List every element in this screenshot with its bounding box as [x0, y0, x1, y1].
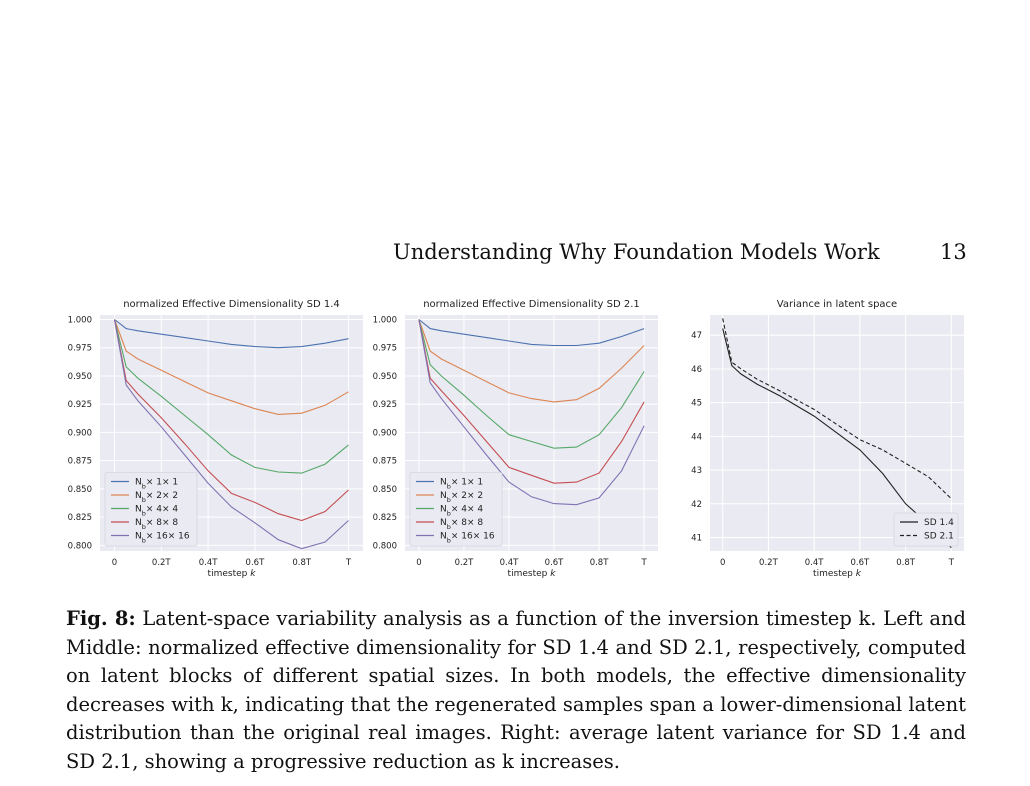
x-axis-label: timestep k — [507, 569, 556, 579]
y-tick-label: 41 — [691, 533, 702, 544]
x-tick-label: 0.6T — [850, 558, 870, 568]
x-tick-label: T — [345, 558, 352, 568]
chart-title: normalized Effective Dimensionality SD 2.1 — [423, 299, 640, 310]
legend-label: $N_b\times 1\times 1$ — [440, 477, 484, 491]
y-tick-label: 0.900 — [67, 428, 92, 439]
y-tick-label: 0.975 — [372, 343, 397, 354]
legend — [894, 513, 958, 546]
legend-label: $N_b\times 4\times 4$ — [440, 504, 484, 518]
y-tick-label: 1.000 — [372, 315, 397, 326]
y-tick-label: 43 — [691, 466, 702, 477]
x-tick-label: 0 — [416, 558, 422, 568]
x-axis-label: timestep k — [207, 569, 256, 579]
y-tick-label: 0.925 — [67, 400, 92, 411]
y-tick-label: 44 — [691, 432, 702, 443]
y-tick-label: 0.850 — [372, 484, 397, 495]
y-tick-label: 1.000 — [67, 315, 92, 326]
x-tick-label: 0.4T — [198, 558, 218, 568]
x-tick-label: 0.6T — [544, 558, 564, 568]
legend-label: $N_b\times 4\times 4$ — [135, 504, 179, 518]
chart-title: Variance in latent space — [776, 299, 898, 310]
legend-label: $N_b\times 16\times 16$ — [440, 531, 495, 545]
legend-label: $N_b\times 8\times 8$ — [135, 518, 179, 531]
x-tick-label: 0.2T — [151, 558, 171, 568]
x-tick-label: 0.8T — [292, 558, 312, 568]
y-tick-label: 0.825 — [67, 513, 92, 524]
x-tick-label: T — [948, 558, 954, 568]
page-number: 13 — [940, 240, 967, 264]
legend-label: $N_b\times 8\times 8$ — [440, 518, 484, 531]
y-tick-label: 0.950 — [67, 371, 92, 382]
chart-ed-sd14 — [68, 299, 363, 579]
legend-label: $N_b\times 2\times 2$ — [135, 491, 179, 504]
y-tick-label: 47 — [691, 331, 702, 342]
caption-label: Fig. 8: — [66, 607, 136, 630]
y-tick-label: 0.925 — [372, 400, 397, 411]
chart-ed-sd21 — [373, 299, 658, 579]
x-tick-label: 0.2T — [759, 558, 778, 568]
chart-latent-variance — [691, 299, 964, 579]
y-tick-label: 0.850 — [67, 484, 92, 495]
y-tick-label: 0.950 — [372, 371, 397, 382]
y-tick-label: 0.900 — [372, 428, 397, 439]
legend-label: SD 1.4 — [924, 518, 954, 528]
x-tick-label: 0.4T — [804, 558, 824, 568]
x-tick-label: 0.6T — [245, 558, 265, 568]
running-title: Understanding Why Foundation Models Work — [393, 240, 880, 264]
legend-label: SD 2.1 — [924, 531, 954, 542]
legend — [105, 473, 197, 547]
legend-label: $N_b\times 1\times 1$ — [135, 477, 179, 491]
y-tick-label: 0.875 — [372, 456, 397, 467]
x-tick-label: 0.8T — [896, 558, 915, 568]
y-tick-label: 42 — [691, 499, 702, 510]
x-tick-label: 0.4T — [499, 558, 519, 568]
x-axis-label: timestep k — [813, 569, 861, 579]
x-tick-label: 0 — [719, 558, 726, 568]
y-tick-label: 45 — [691, 398, 702, 409]
figure-8 — [0, 290, 1030, 590]
y-tick-label: 0.825 — [372, 513, 397, 524]
x-tick-label: T — [641, 558, 647, 568]
x-tick-label: 0 — [111, 558, 118, 568]
x-tick-label: 0.8T — [589, 558, 609, 568]
y-tick-label: 0.875 — [67, 456, 92, 467]
x-tick-label: 0.2T — [454, 558, 474, 568]
y-tick-label: 0.800 — [372, 541, 397, 552]
figure-caption — [66, 605, 966, 776]
legend-label: $N_b\times 16\times 16$ — [135, 531, 190, 545]
chart-title: normalized Effective Dimensionality SD 1.4 — [123, 299, 340, 310]
legend — [410, 473, 502, 547]
y-tick-label: 0.975 — [67, 343, 92, 354]
y-tick-label: 46 — [691, 364, 702, 375]
legend-label: $N_b\times 2\times 2$ — [440, 491, 484, 504]
caption-text: Latent-space variability analysis as a function of the inversion timestep k. Left and Middle: normalized effective dimensionality for SD 1.4 and SD 2.1, respectively, computed on latent blocks of different spatial sizes. In both models, the effective dimensionality decreases with k, indicating that the regenerated samples span a lower-dimensional latent distribution than the original real images. Right: average latent variance for SD 1.4 and SD 2.1, showing a progressive reduction as k increases. — [66, 607, 966, 773]
y-tick-label: 0.800 — [67, 541, 92, 552]
